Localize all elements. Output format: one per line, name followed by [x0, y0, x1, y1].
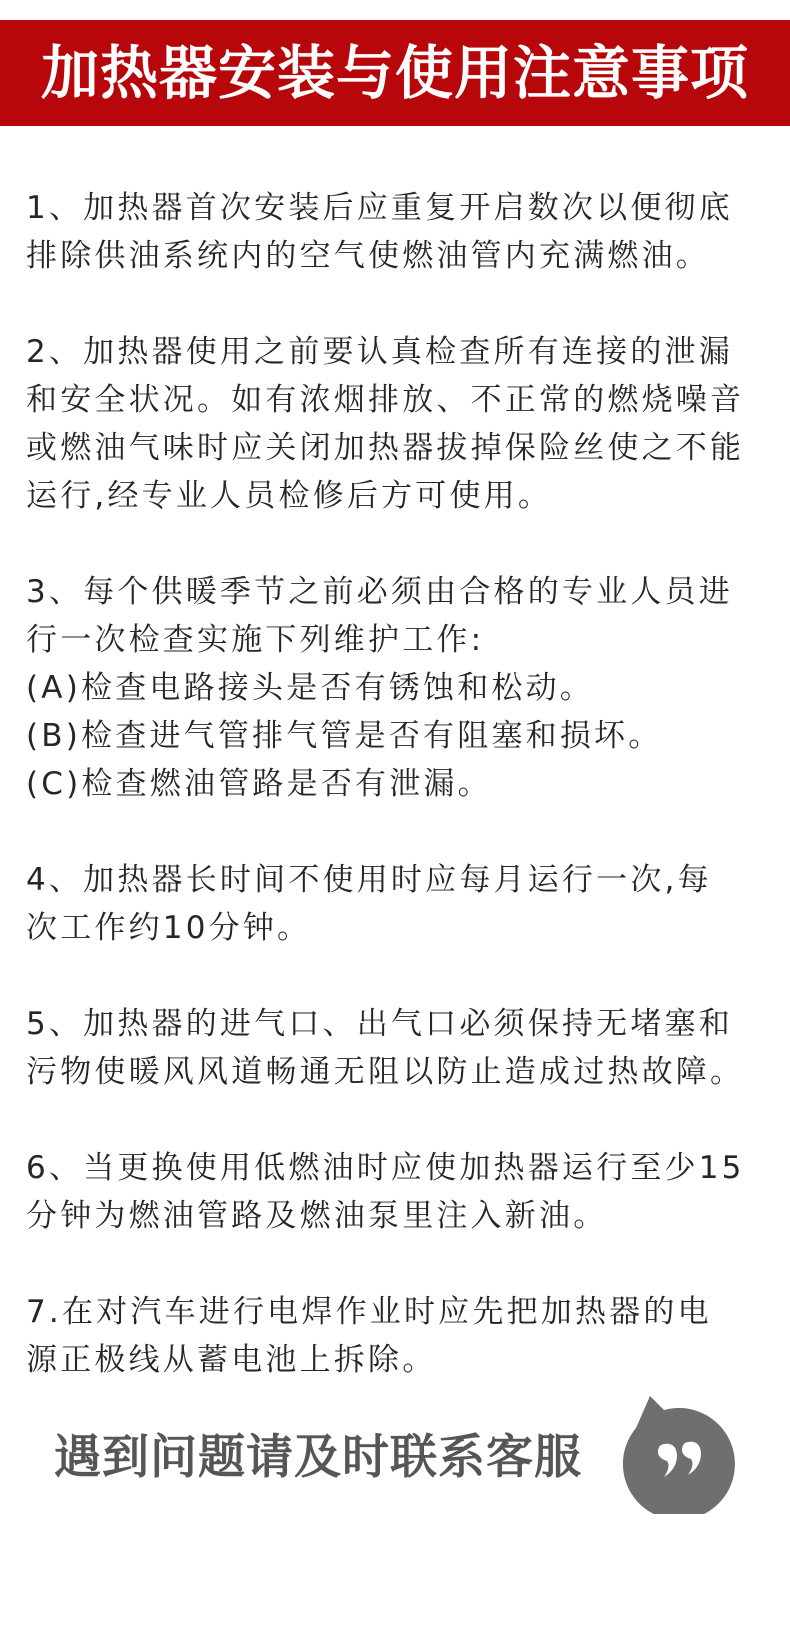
note-line: 污物使暖风风道畅通无阻以防止造成过热故障。	[26, 1054, 745, 1090]
note-line: (C)检查燃油管路是否有泄漏。	[26, 766, 492, 802]
note-line: 源正极线从蓄电池上拆除。	[26, 1342, 437, 1378]
note-line: 分钟为燃油管路及燃油泵里注入新油。	[26, 1198, 608, 1234]
note-line: 或燃油气味时应关闭加热器拔掉保险丝使之不能	[26, 430, 745, 466]
note-line: 3、每个供暖季节之前必须由合格的专业人员进	[26, 574, 733, 610]
note-2	[26, 328, 776, 520]
note-7	[26, 1288, 776, 1384]
chat-bubble-icon	[618, 1394, 738, 1514]
note-6	[26, 1144, 776, 1240]
chat-bubble-shape	[623, 1396, 735, 1514]
note-line: 行一次检查实施下列维护工作:	[26, 622, 485, 658]
note-line: 次工作约10分钟。	[26, 910, 312, 946]
contact-support-text: 遇到问题请及时联系客服	[54, 1430, 582, 1485]
note-line: 1、加热器首次安装后应重复开启数次以便彻底	[26, 190, 733, 226]
page-title: 加热器安装与使用注意事项	[40, 39, 749, 107]
note-line: 和安全状况。如有浓烟排放、不正常的燃烧噪音	[26, 382, 745, 418]
notes-list	[26, 184, 776, 1432]
note-line: 7.在对汽车进行电焊作业时应先把加热器的电	[26, 1294, 712, 1330]
note-line: 2、加热器使用之前要认真检查所有连接的泄漏	[26, 334, 733, 370]
note-line: 排除供油系统内的空气使燃油管内充满燃油。	[26, 238, 710, 274]
note-1	[26, 184, 776, 280]
note-3	[26, 568, 776, 808]
note-5	[26, 1000, 776, 1096]
note-line: (A)检查电路接头是否有锈蚀和松动。	[26, 670, 594, 706]
note-line: 运行,经专业人员检修后方可使用。	[26, 478, 553, 514]
note-4	[26, 856, 776, 952]
note-line: 6、当更换使用低燃油时应使加热器运行至少15	[26, 1150, 745, 1186]
note-line: (B)检查进气管排气管是否有阻塞和损坏。	[26, 718, 663, 754]
note-line: 4、加热器长时间不使用时应每月运行一次,每	[26, 862, 712, 898]
note-line: 5、加热器的进气口、出气口必须保持无堵塞和	[26, 1006, 733, 1042]
